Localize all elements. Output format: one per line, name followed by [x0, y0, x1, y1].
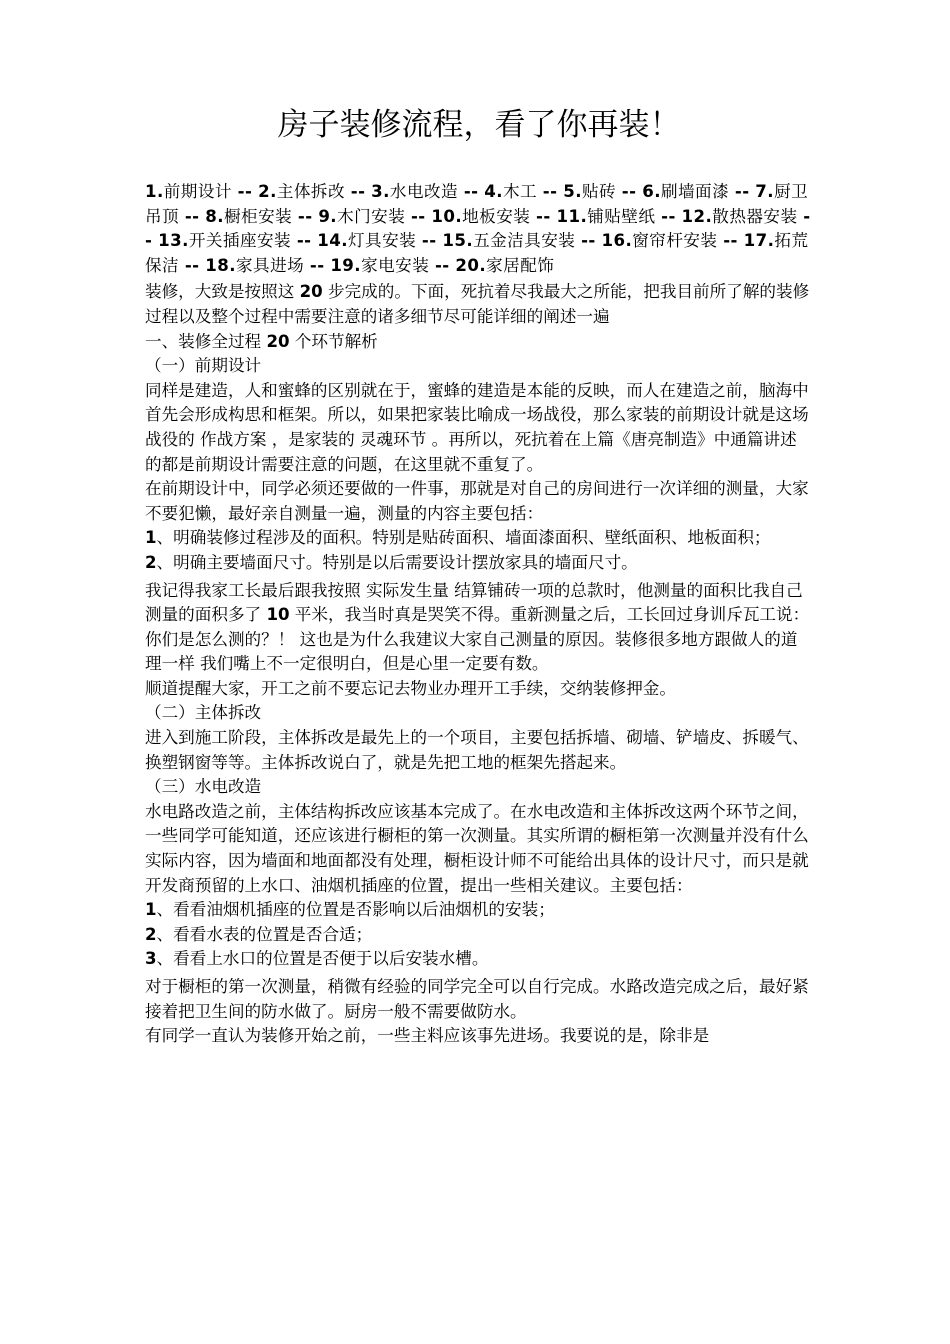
subsection-heading-plumbing: （三）水电改造: [145, 777, 262, 797]
materials-paragraph: 有同学一直认为装修开始之前，一些主料应该事先进场。我要说的是，除非是: [145, 1026, 710, 1046]
measure-item-1: 1、明确装修过程涉及的面积。特别是贴砖面积、墙面漆面积、壁纸面积、地板面积；: [145, 528, 771, 548]
subsection-heading-design: （一）前期设计: [145, 356, 262, 376]
measure-paragraph: 在前期设计中，同学必须还要做的一件事，那就是对自己的房间进行一次详细的测量，大家不要犯懒，最好亲自测量一遍，测量的内容主要包括：: [145, 479, 809, 523]
demolition-paragraph: 进入到施工阶段，主体拆改是最先上的一个项目，主要包括拆墙、砌墙、铲墙皮、拆暖气、换塑钢窗等等。主体拆改说白了，就是先把工地的框架先搭起来。: [145, 728, 809, 772]
measure-item-2: 2、明确主要墙面尺寸。特别是以后需要设计摆放家具的墙面尺寸。: [145, 552, 638, 572]
subsection-heading-demolition: （二）主体拆改: [145, 703, 262, 723]
plumbing-item-3: 3、看看上水口的位置是否便于以后安装水槽。: [145, 949, 489, 969]
process-steps-paragraph: 1.前期设计 -- 2.主体拆改 -- 3.水电改造 -- 4.木工 -- 5.贴砖 -- 6.刷墙面漆 -- 7.厨卫吊顶 -- 8.橱柜安装 -- 9.木门安装 -- 10.地板安装 -- 11.铺贴壁纸 -- 12.散热器安装 -- 13.开关插座安装 -- 14.灯具安装 -- 15.五金洁具安装 -- 16.窗帘杆安装 -- 17.拓荒保洁 -- 18.家具进场 -- 19.家电安装 -- 20.家居配饰: [145, 182, 811, 275]
reminder-paragraph: 顺道提醒大家，开工之前不要忘记去物业办理开工手续，交纳装修押金。: [145, 678, 676, 698]
design-paragraph: 同样是建造，人和蜜蜂的区别就在于，蜜蜂的建造是本能的反映，而人在建造之前，脑海中首先会形成构思和框架。所以，如果把家装比喻成一场战役，那么家装的前期设计就是这场战役的 作战方案 ，是家装的 灵魂环节 。再所以，死抗着在上篇《唐亮制造》中通篇讲述的都是前期设计需要注意的问题，在这里就不重复了。: [145, 380, 809, 474]
plumbing-item-1: 1、看看油烟机插座的位置是否影响以后油烟机的安装；: [145, 900, 555, 920]
section-heading: 一、装修全过程 20 个环节解析: [145, 331, 378, 351]
foreman-paragraph: 我记得我家工长最后跟我按照 实际发生量 结算铺砖一项的总款时，他测量的面积比我自己测量的面积多了 10 平米，我当时真是哭笑不得。重新测量之后，工长回过身训斥瓦工说： 你们是怎么测的？！ 这也是为什么我建议大家自己测量的原因。装修很多地方跟做人的道理一样 我们嘴上不一定很明白，但是心里一定要有数。: [145, 580, 810, 674]
document-title: 房子装修流程，看了你再装！: [277, 107, 681, 143]
cabinet-paragraph: 对于橱柜的第一次测量，稍微有经验的同学完全可以自行完成。水路改造完成之后，最好紧接着把卫生间的防水做了。厨房一般不需要做防水。: [145, 977, 809, 1021]
plumbing-item-2: 2、看看水表的位置是否合适；: [145, 924, 373, 944]
intro-paragraph: 装修，大致是按照这 20 步完成的。下面，死抗着尽我最大之所能，把我目前所了解的装修过程以及整个过程中需要注意的诸多细节尽可能详细的阐述一遍: [145, 282, 810, 326]
plumbing-paragraph: 水电路改造之前，主体结构拆改应该基本完成了。在水电改造和主体拆改这两个环节之间，一些同学可能知道，还应该进行橱柜的第一次测量。其实所谓的橱柜第一次测量并没有什么实际内容，因为墙面和地面都没有处理，橱柜设计师不可能给出具体的设计尺寸，而只是就开发商预留的上水口、油烟机插座的位置，提出一些相关建议。主要包括：: [145, 801, 809, 895]
document-body: [145, 180, 813, 1049]
